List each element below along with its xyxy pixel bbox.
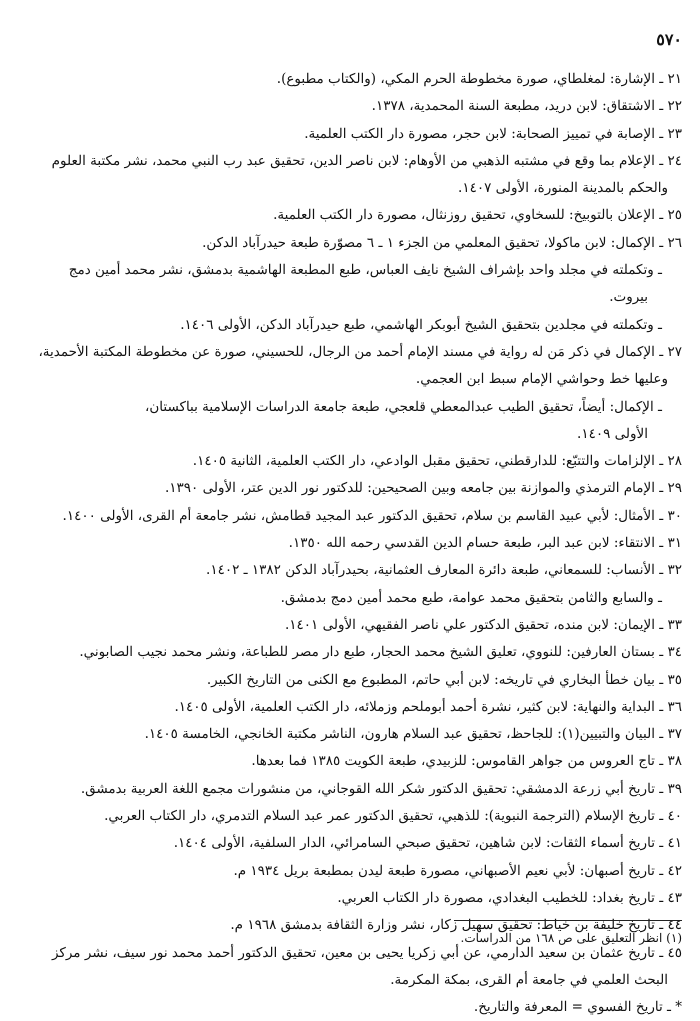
book-page [22,0,682,1016]
bibliography-entry: ٤٠ ـ تاريخ الإسلام (الترجمة النبوية): للذهبي، تحقيق الدكتور عمر عبد السلام التدمري، دار الكتاب العربي. [104,808,682,825]
bibliography-entry: ٣٨ ـ تاج العروس من جواهر القاموس: للزبيدي، طبعة الكويت ١٣٨٥ فما بعدها. [251,753,682,770]
bibliography-entry: ٤٢ ـ تاريخ أصبهان: لأبي نعيم الأصبهاني، مصورة طبعة ليدن بمطبعة بريل ١٩٣٤ م. [233,862,682,879]
bibliography-entry: ٤٤ ـ تاريخ خليفة بن خياط: تحقيق سهيل زكار، نشر وزارة الثقافة بدمشق ١٩٦٨ م. [230,917,682,934]
page-number: ٥٧٠ [656,30,682,49]
bibliography-entry: ٣٧ ـ البيان والتبيين(١): للجاحظ، تحقيق عبد السلام هارون، الناشر مكتبة الخانجي، الخامسة ١٤٠٥. [144,726,682,743]
bibliography-entry: ٣٢ ـ الأنساب: للسمعاني، طبعة دائرة المعارف العثمانية، بحيدرآباد الدكن ١٣٨٢ ـ ١٤٠٢. [206,562,682,579]
bibliography-entry-continuation: البحث العلمي في جامعة أم القرى، بمكة المكرمة. [390,971,668,988]
bibliography-entry: ٣٩ ـ تاريخ أبي زرعة الدمشقي: تحقيق الدكتور شكر الله القوجاني، من منشورات مجمع اللغة العربية بدمشق. [80,780,682,797]
footnote: (١) انظر التعليق على ص ١٦٨ من الدراسات. [460,931,682,945]
bibliography-subentry: ـ وتكملته في مجلد واحد بإشراف الشيخ نايف العباس، طبع المطبعة الهاشمية بدمشق، نشر محمد أمين دمج [68,262,662,279]
bibliography-entry: ٣٠ ـ الأمثال: لأبي عبيد القاسم بن سلام، تحقيق الدكتور عبد المجيد قطامش، نشر جامعة أم القرى، الأولى ١٤٠٠. [62,507,682,524]
bibliography-subentry-continuation: بيروت. [609,289,648,306]
bibliography-list [22,66,682,1021]
bibliography-entry: ٣٤ ـ بستان العارفين: للنووي، تعليق الشيخ محمد الحجار، طبع دار مصر للطباعة، ونشر محمد نجيب الصابوني. [79,644,682,661]
bibliography-entry: ٤٣ ـ تاريخ بغداد: للخطيب البغدادي، مصورة دار الكتاب العربي. [337,889,682,906]
bibliography-entry: ٢٧ ـ الإكمال في ذكر مَن له رواية في مسند الإمام أحمد من الرجال، للحسيني، صورة عن مخطوطة المكتبة الأحمدية، [38,343,682,360]
bibliography-entry-continuation: وعليها خط وحواشي الإمام سبط ابن العجمي. [415,371,668,388]
bibliography-entry: ٢٤ ـ الإعلام بما وقع في مشتبه الذهبي من الأوهام: لابن ناصر الدين، تحقيق عبد رب النبي محمد، نشر مكتبة العلوم [51,152,682,169]
bibliography-entry: ٣٦ ـ البداية والنهاية: لابن كثير، نشرة أحمد أبوملحم وزملائه، دار الكتب العلمية، الأولى ١٤٠٥. [174,698,682,715]
bibliography-entry: ٢٥ ـ الإعلان بالتوبيخ: للسخاوي، تحقيق روزنثال، مصورة دار الكتب العلمية. [273,207,682,224]
bibliography-entry: ٢٩ ـ الإمام الترمذي والموازنة بين جامعه وبين الصحيحين: للدكتور نور الدين عتر، الأولى ١٣٩٠. [164,480,682,497]
bibliography-entry: ٣٥ ـ بيان خطأ البخاري في تاريخه: لابن أبي حاتم، المطبوع مع الكنى من التاريخ الكبير. [206,671,682,688]
bibliography-subentry-continuation: الأولى ١٤٠٩. [577,425,648,442]
bibliography-entry: ٢٣ ـ الإصابة في تمييز الصحابة: لابن حجر، مصورة دار الكتب العلمية. [304,125,682,142]
bibliography-entry: ٢١ ـ الإشارة: لمغلطاي، صورة مخطوطة الحرم المكي، (والكتاب مطبوع). [276,71,682,87]
bibliography-subentry: ـ الإكمال: أيضاً، تحقيق الطيب عبدالمعطي قلعجي، طبعة جامعة الدراسات الإسلامية بباكستان، [145,398,662,415]
bibliography-entry: ٣١ ـ الانتقاء: لابن عبد البر، طبعة حسام الدين القدسي رحمه الله ١٣٥٠. [288,535,682,552]
bibliography-entry: ٤١ ـ تاريخ أسماء الثقات: لابن شاهين، تحقيق صبحي السامرائي، الدار السلفية، الأولى ١٤٠٤. [173,835,682,852]
bibliography-entry: ٤٥ ـ تاريخ عثمان بن سعيد الدارمي، عن أبي زكريا يحيى بن معين، تحقيق الدكتور أحمد محمد نور سيف، نشر مركز [51,944,682,961]
footnote-divider [454,920,682,921]
bibliography-entry: ٢٦ ـ الإكمال: لابن ماكولا، تحقيق المعلمي من الجزء ١ ـ ٦ مصوّرة طبعة حيدرآباد الدكن. [202,234,682,251]
bibliography-entry: ٣٣ ـ الإيمان: لابن منده، تحقيق الدكتور علي ناصر الفقيهي، الأولى ١٤٠١. [284,616,682,633]
bibliography-subentry: ـ والسابع والثامن بتحقيق محمد عوامة، طبع محمد أمين دمج بدمشق. [280,589,662,606]
bibliography-cross-reference: * ـ تاريخ الفسوي = المعرفة والتاريخ. [473,999,682,1016]
bibliography-entry: ٢٢ ـ الاشتقاق: لابن دريد، مطبعة السنة المحمدية، ١٣٧٨. [371,98,682,115]
bibliography-subentry: ـ وتكملته في مجلدين بتحقيق الشيخ أبوبكر الهاشمي، طبع حيدرآباد الدكن، الأولى ١٤٠٦. [180,316,662,333]
bibliography-entry-continuation: والحكم بالمدينة المنورة، الأولى ١٤٠٧. [458,180,668,197]
bibliography-entry: ٢٨ ـ الإلزامات والتتبّع: للدارقطني، تحقيق مقبل الوادعي، دار الكتب العلمية، الثانية ١٤٠٥. [192,453,682,470]
